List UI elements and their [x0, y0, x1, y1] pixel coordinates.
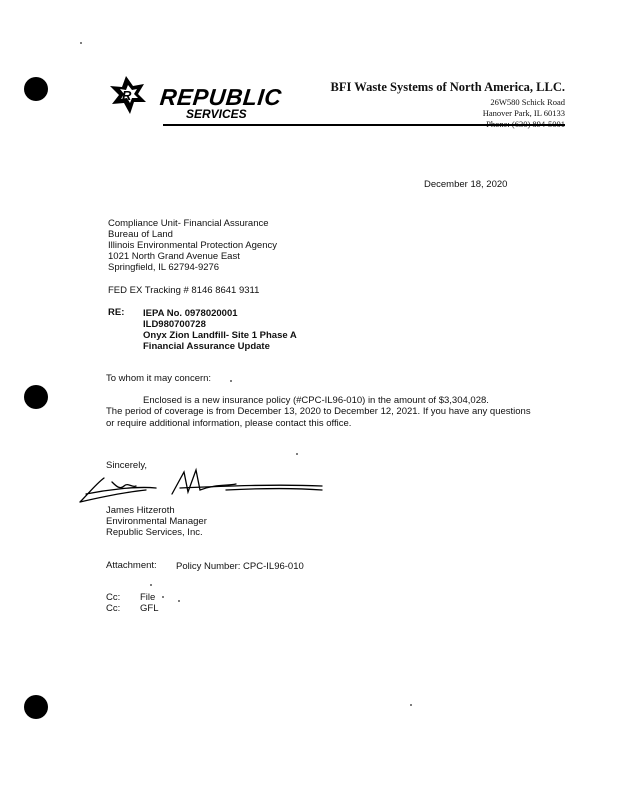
closing: Sincerely,	[106, 460, 148, 471]
letterhead-rule	[163, 124, 565, 126]
scan-speck	[230, 380, 232, 382]
scan-speck	[296, 453, 298, 455]
cc-value: GFL	[140, 603, 159, 614]
re-line: ILD980700728	[143, 319, 206, 330]
attachment-value: Policy Number: CPC-IL96-010	[176, 561, 304, 572]
signature	[76, 464, 326, 506]
body-line: or require additional information, please contact this office.	[106, 418, 352, 429]
re-line: Onyx Zion Landfill- Site 1 Phase A	[143, 330, 297, 341]
cc-label: Cc:	[106, 592, 121, 603]
tracking-number: FED EX Tracking # 8146 8641 9311	[108, 285, 260, 296]
recipient-line: Illinois Environmental Protection Agency	[108, 240, 277, 251]
scan-speck	[410, 704, 412, 706]
logo-sub: SERVICES	[186, 107, 247, 121]
salutation: To whom it may concern:	[106, 373, 212, 384]
recipient-line: Springfield, IL 62794-9276	[108, 262, 220, 273]
scan-speck	[150, 584, 152, 586]
signer-name: James Hitzeroth	[106, 505, 175, 516]
recipient-line: Compliance Unit- Financial Assurance	[108, 218, 269, 229]
svg-text:R: R	[122, 88, 132, 103]
punch-hole-top	[24, 77, 48, 101]
scan-speck	[178, 600, 180, 602]
scan-speck	[80, 42, 82, 44]
cc-value: File	[140, 592, 156, 603]
re-label: RE:	[108, 307, 125, 318]
body-line: The period of coverage is from December 13, 2020 to December 12, 2021. If you have any questions	[106, 406, 531, 417]
company-name: BFI Waste Systems of North America, LLC.	[330, 80, 565, 94]
signer-title: Environmental Manager	[106, 516, 207, 527]
recipient-line: 1021 North Grand Avenue East	[108, 251, 240, 262]
company-address-2: Hanover Park, IL 60133	[482, 108, 565, 118]
scan-speck	[162, 596, 164, 598]
company-address-1: 26W580 Schick Road	[490, 97, 565, 107]
signer-company: Republic Services, Inc.	[106, 527, 203, 538]
letter-date: December 18, 2020	[424, 179, 508, 190]
punch-hole-bottom	[24, 695, 48, 719]
body-line: Enclosed is a new insurance policy (#CPC-IL96-010) in the amount of $3,304,028.	[143, 395, 489, 406]
cc-label: Cc:	[106, 603, 121, 614]
recipient-line: Bureau of Land	[108, 229, 173, 240]
re-line: Financial Assurance Update	[143, 341, 270, 352]
logo-name: REPUBLIC	[158, 84, 283, 110]
punch-hole-middle	[24, 385, 48, 409]
republic-logo	[106, 74, 166, 118]
re-line: IEPA No. 0978020001	[143, 308, 238, 319]
attachment-label: Attachment:	[106, 560, 157, 571]
